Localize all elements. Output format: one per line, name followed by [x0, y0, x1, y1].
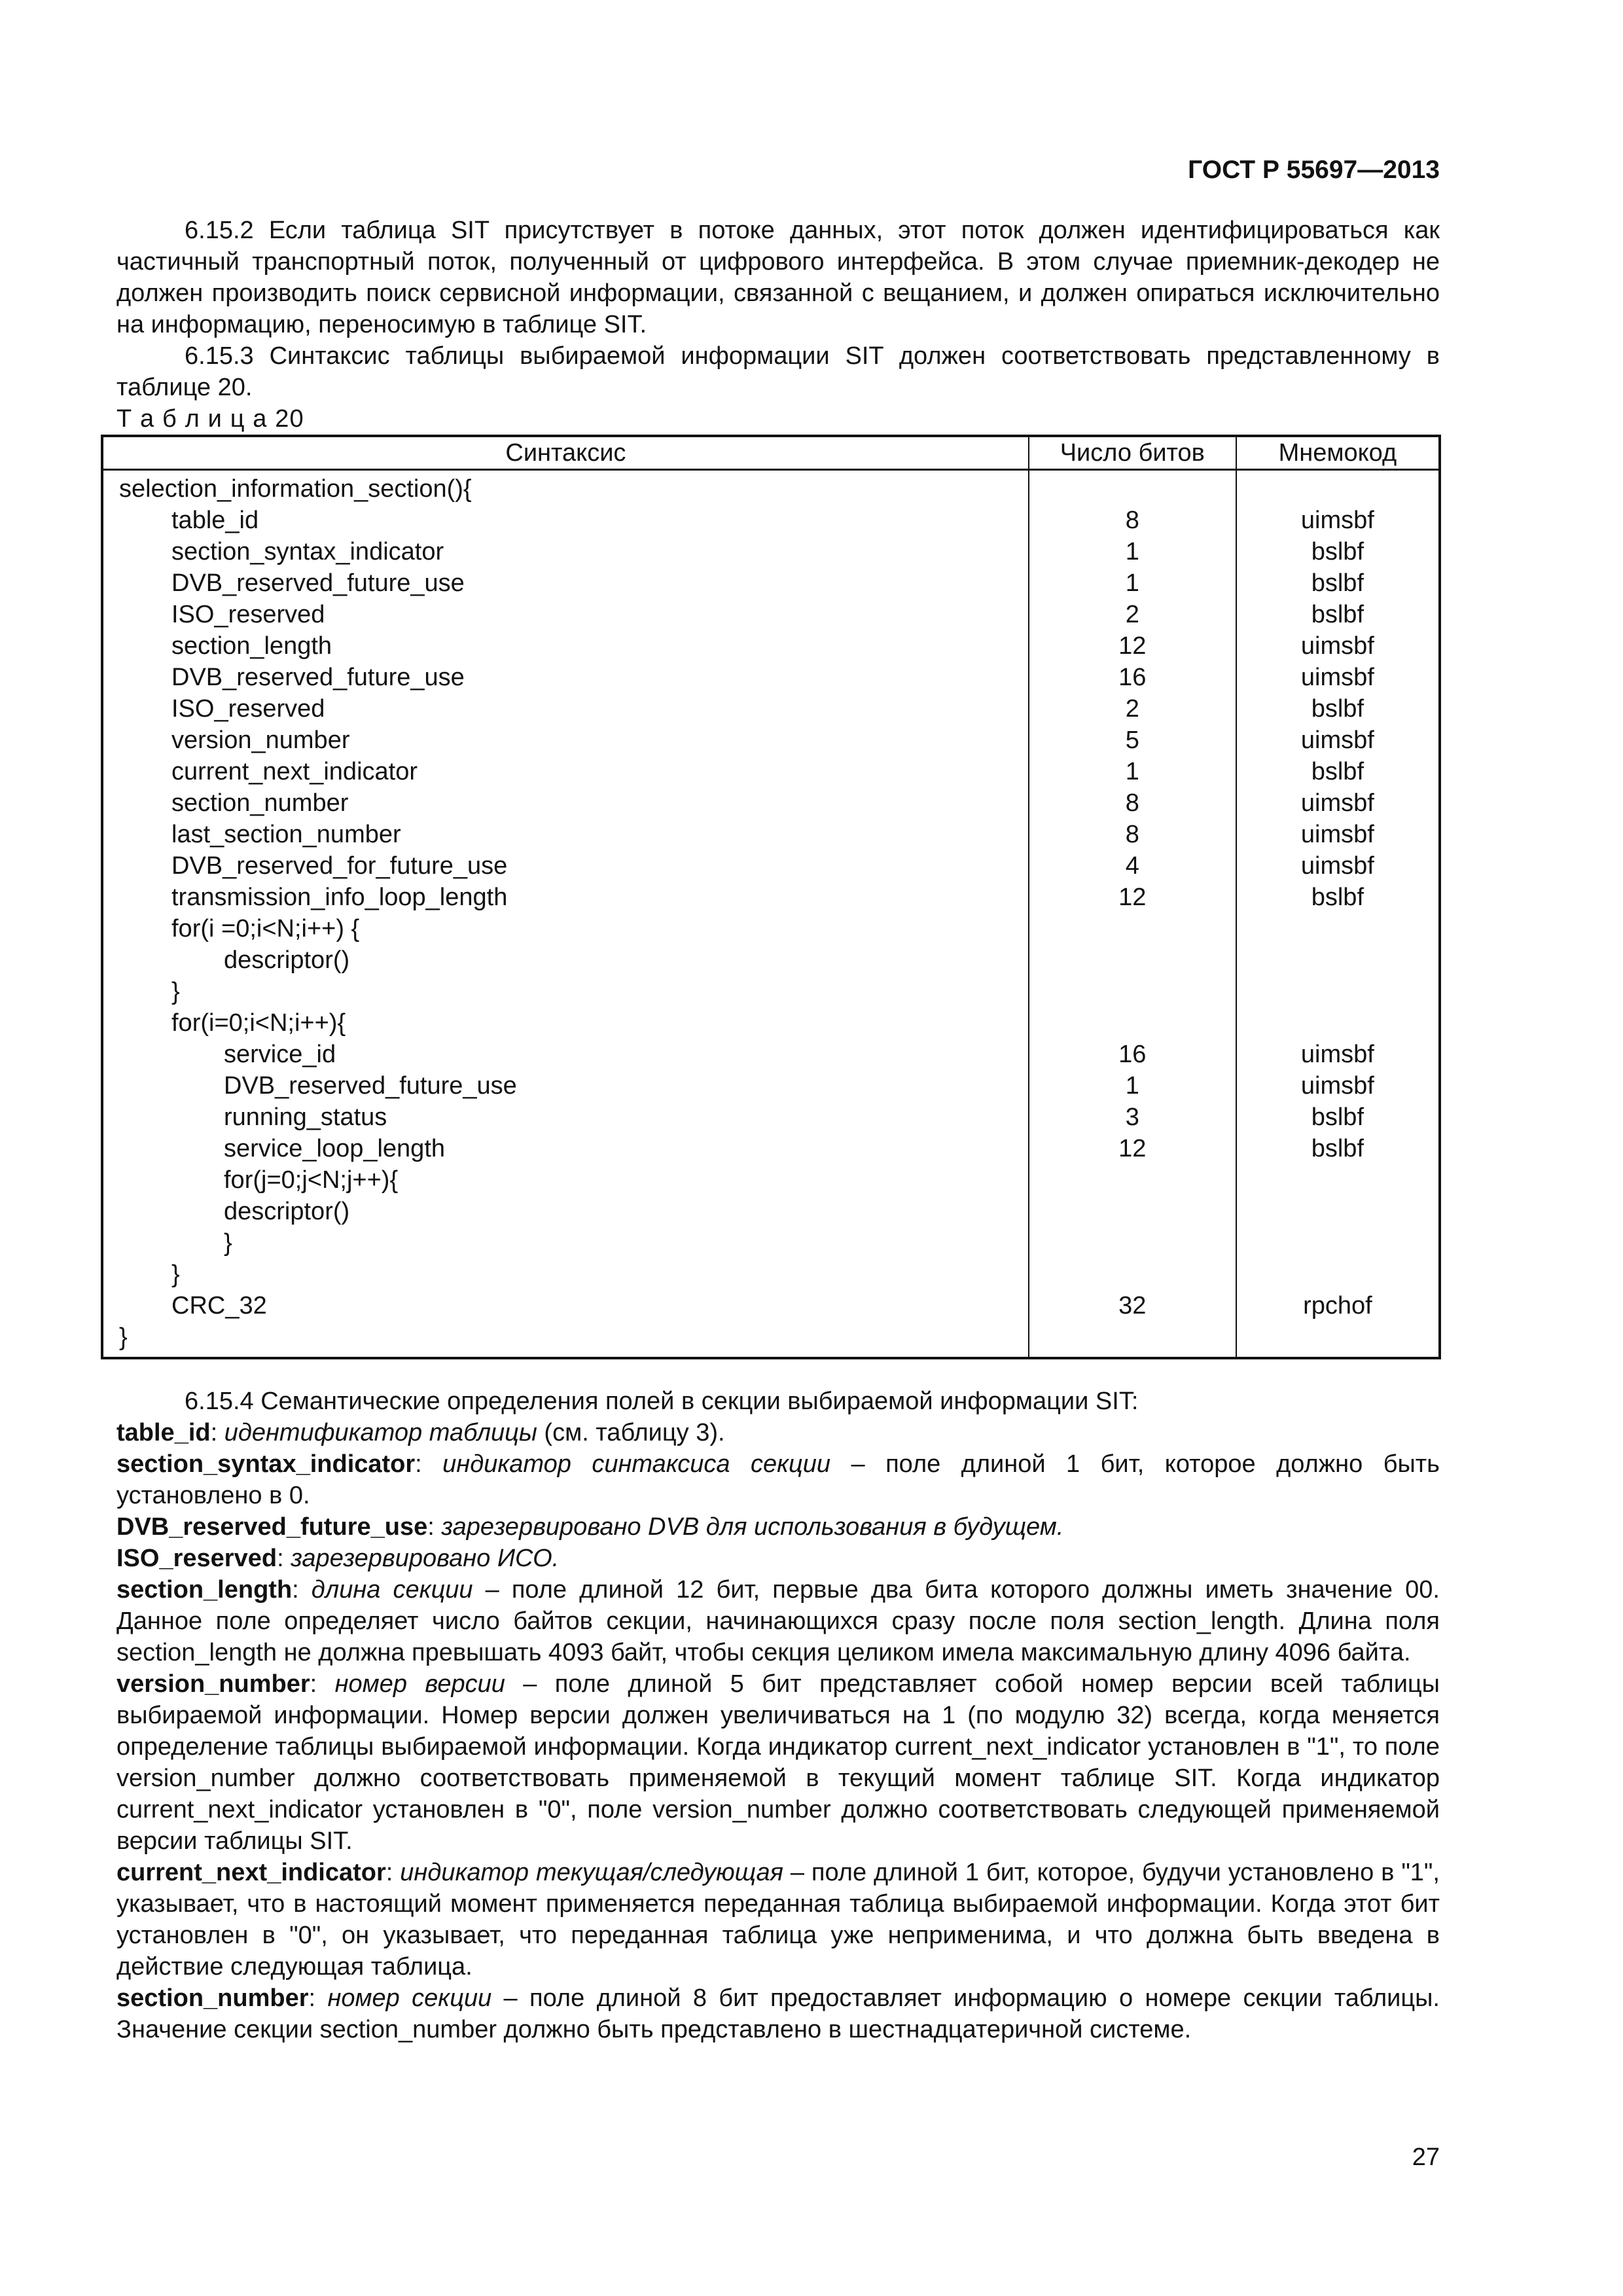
mnemonic-cell [1236, 944, 1440, 976]
syntax-cell: for(j=0;j<N;j++){ [102, 1164, 1029, 1196]
bits-cell [1029, 913, 1236, 944]
header-bits: Число битов [1029, 436, 1236, 470]
mnemonic-cell [1236, 470, 1440, 505]
table-row [102, 1227, 1440, 1259]
bits-cell: 2 [1029, 693, 1236, 725]
definition-separator: : [210, 1419, 224, 1446]
definition-separator: : [427, 1513, 442, 1541]
mnemonic-cell: bslbf [1236, 693, 1440, 725]
bits-cell: 32 [1029, 1290, 1236, 1321]
bits-cell: 1 [1029, 756, 1236, 787]
table-row [102, 505, 1440, 536]
table-row [102, 1102, 1440, 1133]
header-mnemonic: Мнемокод [1236, 436, 1440, 470]
definition-title: индикатор синтаксиса секции [442, 1450, 831, 1478]
mnemonic-cell: uimsbf [1236, 725, 1440, 756]
syntax-cell: selection_information_section(){ [102, 470, 1029, 505]
table-body [102, 470, 1440, 1359]
mnemonic-cell: uimsbf [1236, 850, 1440, 882]
definition-text: – поле длиной 5 бит представляет собой номер версии всей таблицы выбираемой информации. Номер версии должен увеличиваться на 1 (по модулю 32) всегда, когда меняется определение таблицы выбираемой информации. Когда индикатор current_next_indicator установлен в "1", то поле version_number должно соответствовать применяемой в текущий момент таблице SIT. Когда индикатор current_next_indicator установлен в "0", поле version_number должно соответствовать следующей применяемой версии таблицы SIT. [116, 1670, 1440, 1855]
definition-text: – поле длиной 1 бит, которое должно быть установлено в 0. [116, 1450, 1440, 1509]
definition-paragraph [116, 1543, 1440, 1574]
mnemonic-cell: bslbf [1236, 599, 1440, 630]
definition-term: ISO_reserved [116, 1545, 277, 1572]
syntax-cell: DVB_reserved_future_use [102, 1070, 1029, 1102]
definition-paragraph [116, 1574, 1440, 1668]
bits-cell: 1 [1029, 536, 1236, 567]
syntax-cell: } [102, 976, 1029, 1007]
mnemonic-cell: bslbf [1236, 567, 1440, 599]
mnemonic-cell: bslbf [1236, 536, 1440, 567]
mnemonic-cell [1236, 1227, 1440, 1259]
mnemonic-cell: uimsbf [1236, 1039, 1440, 1070]
definition-term: section_syntax_indicator [116, 1450, 416, 1478]
definition-term: section_length [116, 1576, 293, 1604]
syntax-cell: } [102, 1321, 1029, 1358]
syntax-cell: section_syntax_indicator [102, 536, 1029, 567]
definition-term: DVB_reserved_future_use [116, 1513, 428, 1541]
table-row [102, 1007, 1440, 1039]
definition-paragraph [116, 1417, 1440, 1448]
syntax-cell: } [102, 1259, 1029, 1290]
mnemonic-cell: bslbf [1236, 882, 1440, 913]
syntax-cell: section_number [102, 787, 1029, 819]
bits-cell [1029, 1196, 1236, 1227]
syntax-cell: last_section_number [102, 819, 1029, 850]
mnemonic-cell [1236, 913, 1440, 944]
table-row [102, 470, 1440, 505]
syntax-cell: service_loop_length [102, 1133, 1029, 1164]
table-row [102, 756, 1440, 787]
syntax-cell: ISO_reserved [102, 599, 1029, 630]
table-row [102, 599, 1440, 630]
mnemonic-cell: bslbf [1236, 1133, 1440, 1164]
mnemonic-cell: rpchof [1236, 1290, 1440, 1321]
definition-term: section_number [116, 1984, 309, 2012]
mnemonic-cell [1236, 1196, 1440, 1227]
paragraph-6-15-2: 6.15.2 Если таблица SIT присутствует в потоке данных, этот поток должен идентифицироваться как частичный транспортный поток, полученный от цифрового интерфейса. В этом случае приемник-декодер не должен производить поиск сервисной информации, связанной с вещанием, и должен опираться исключительно на информацию, переносимую в таблице SIT. [116, 217, 1440, 338]
mnemonic-cell: uimsbf [1236, 662, 1440, 693]
bits-cell: 16 [1029, 662, 1236, 693]
bits-cell: 12 [1029, 882, 1236, 913]
syntax-cell: current_next_indicator [102, 756, 1029, 787]
mnemonic-cell: uimsbf [1236, 819, 1440, 850]
definition-title: номер версии [334, 1670, 505, 1698]
syntax-cell: DVB_reserved_future_use [102, 662, 1029, 693]
syntax-cell: version_number [102, 725, 1029, 756]
table-row [102, 630, 1440, 662]
table-row [102, 1133, 1440, 1164]
definition-title: идентификатор таблицы [224, 1419, 537, 1446]
mnemonic-cell [1236, 1321, 1440, 1358]
table-row [102, 1196, 1440, 1227]
definition-term: current_next_indicator [116, 1859, 386, 1886]
mnemonic-cell: bslbf [1236, 1102, 1440, 1133]
mnemonic-cell: uimsbf [1236, 1070, 1440, 1102]
standard-header: ГОСТ Р 55697—2013 [1188, 156, 1440, 184]
syntax-cell: section_length [102, 630, 1029, 662]
table-row [102, 1321, 1440, 1358]
syntax-cell: for(i=0;i<N;i++){ [102, 1007, 1029, 1039]
table-row [102, 1259, 1440, 1290]
definition-separator: : [292, 1576, 312, 1604]
syntax-cell: descriptor() [102, 1196, 1029, 1227]
syntax-cell: DVB_reserved_for_future_use [102, 850, 1029, 882]
bits-cell [1029, 470, 1236, 505]
definition-separator: : [308, 1984, 328, 2012]
definition-paragraph [116, 1668, 1440, 1857]
definition-term: table_id [116, 1419, 211, 1446]
bits-cell: 1 [1029, 567, 1236, 599]
bits-cell [1029, 1321, 1236, 1358]
syntax-table [101, 435, 1441, 1359]
bits-cell: 5 [1029, 725, 1236, 756]
bits-cell [1029, 976, 1236, 1007]
mnemonic-cell: bslbf [1236, 756, 1440, 787]
definition-text: – поле длиной 12 бит, первые два бита которого должны иметь значение 00. Данное поле определяет число байтов секции, начинающихся сразу после поля section_length. Длина поля section_length не должна превышать 4093 байт, чтобы секция целиком имела максимальную длину 4096 байта. [116, 1576, 1440, 1666]
mnemonic-cell [1236, 1259, 1440, 1290]
mnemonic-cell [1236, 1164, 1440, 1196]
definition-separator: : [310, 1670, 335, 1698]
definition-title: длина секции [311, 1576, 473, 1604]
definition-term: version_number [116, 1670, 310, 1698]
paragraph-6-15-3: 6.15.3 Синтаксис таблицы выбираемой информации SIT должен соответствовать представленному в таблице 20. [116, 342, 1440, 401]
bits-cell: 8 [1029, 819, 1236, 850]
syntax-cell: running_status [102, 1102, 1029, 1133]
syntax-cell: table_id [102, 505, 1029, 536]
table-row [102, 787, 1440, 819]
definition-title: индикатор текущая/следующая [400, 1859, 783, 1886]
bits-cell: 8 [1029, 787, 1236, 819]
table-header-row [102, 436, 1440, 470]
definition-text: – поле длиной 8 бит предоставляет информацию о номере секции таблицы. Значение секции section_number должно быть представлено в шестнадцатеричной системе. [116, 1984, 1440, 2043]
definition-paragraph [116, 1511, 1440, 1543]
bits-cell [1029, 1227, 1236, 1259]
table-row [102, 976, 1440, 1007]
bits-cell [1029, 1164, 1236, 1196]
table-row [102, 1039, 1440, 1070]
syntax-cell: CRC_32 [102, 1290, 1029, 1321]
mnemonic-cell [1236, 1007, 1440, 1039]
syntax-cell: } [102, 1227, 1029, 1259]
syntax-cell: transmission_info_loop_length [102, 882, 1029, 913]
mnemonic-cell: uimsbf [1236, 505, 1440, 536]
definition-separator: : [415, 1450, 443, 1478]
definition-separator: : [277, 1545, 291, 1572]
bits-cell: 1 [1029, 1070, 1236, 1102]
table-caption: Т а б л и ц а 20 [116, 405, 304, 433]
bits-cell: 16 [1029, 1039, 1236, 1070]
syntax-cell: ISO_reserved [102, 693, 1029, 725]
bits-cell: 4 [1029, 850, 1236, 882]
definition-paragraph [116, 1448, 1440, 1511]
bits-cell: 2 [1029, 599, 1236, 630]
table-row [102, 1290, 1440, 1321]
semantics-section [116, 1386, 1440, 2045]
page-number: 27 [1412, 2144, 1440, 2171]
bits-cell: 8 [1029, 505, 1236, 536]
mnemonic-cell [1236, 976, 1440, 1007]
table-row [102, 913, 1440, 944]
definition-title: зарезервировано ИСО. [291, 1545, 560, 1572]
definition-paragraph [116, 1857, 1440, 1982]
table-row [102, 725, 1440, 756]
bits-cell [1029, 1259, 1236, 1290]
bits-cell: 3 [1029, 1102, 1236, 1133]
bits-cell [1029, 944, 1236, 976]
page-content [116, 215, 1440, 2045]
definition-paragraph [116, 1982, 1440, 2045]
table-row [102, 850, 1440, 882]
syntax-cell: service_id [102, 1039, 1029, 1070]
table-row [102, 944, 1440, 976]
definition-separator: : [385, 1859, 401, 1886]
syntax-cell: descriptor() [102, 944, 1029, 976]
syntax-cell: DVB_reserved_future_use [102, 567, 1029, 599]
table-row [102, 819, 1440, 850]
paragraph-6-15-4: 6.15.4 Семантические определения полей в секции выбираемой информации SIT: [185, 1388, 1139, 1415]
table-row [102, 1164, 1440, 1196]
table-row [102, 536, 1440, 567]
definitions-list [116, 1417, 1440, 2045]
mnemonic-cell: uimsbf [1236, 787, 1440, 819]
syntax-cell: for(i =0;i<N;i++) { [102, 913, 1029, 944]
mnemonic-cell: uimsbf [1236, 630, 1440, 662]
bits-cell [1029, 1007, 1236, 1039]
table-row [102, 882, 1440, 913]
definition-text: – поле длиной 1 бит, которое, будучи установлено в "1", указывает, что в настоящий момент применяется переданная таблица выбираемой информации. Когда этот бит установлен в "0", он указывает, что переданная таблица уже неприменима, и что должна быть введена в действие следующая таблица. [116, 1859, 1440, 1981]
header-syntax: Синтаксис [102, 436, 1029, 470]
table-row [102, 1070, 1440, 1102]
definition-title: зарезервировано DVB для использования в будущем. [441, 1513, 1064, 1541]
bits-cell: 12 [1029, 1133, 1236, 1164]
definition-title: номер секции [327, 1984, 492, 2012]
table-row [102, 693, 1440, 725]
table-row [102, 662, 1440, 693]
bits-cell: 12 [1029, 630, 1236, 662]
table-row [102, 567, 1440, 599]
definition-text: (см. таблицу 3). [537, 1419, 725, 1446]
